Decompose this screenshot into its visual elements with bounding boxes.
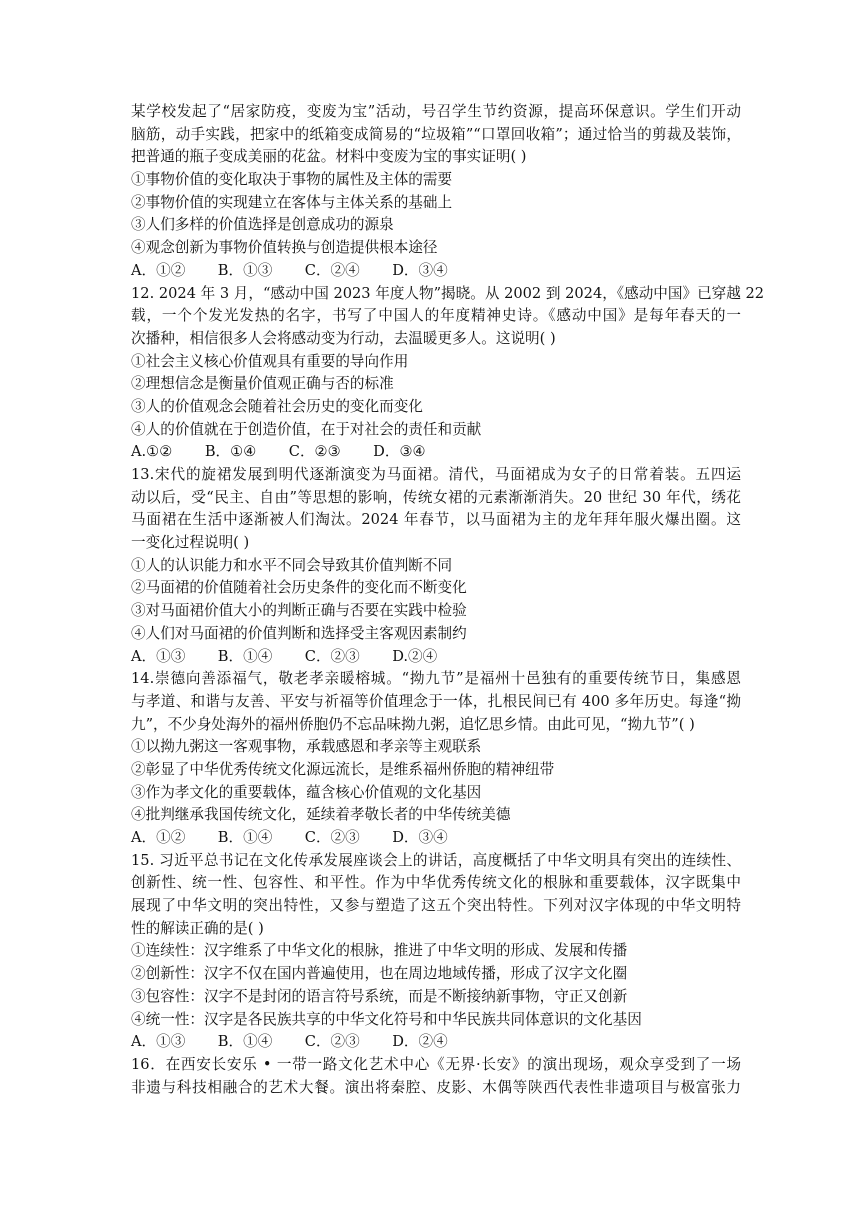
- answer-choices: A．①③ B．①④ C．②③ D.②④: [131, 647, 438, 665]
- option-line: ②创新性：汉字不仅在国内普遍使用，也在周边地域传播，形成了汉字文化圈: [131, 965, 628, 983]
- answer-choices: A．①② B．①④ C．②③ D．③④: [131, 829, 448, 846]
- option-line: ④统一性：汉字是各民族共享的中华文化符号和中华民族共同体意识的文化基因: [131, 1010, 642, 1028]
- question-12: [131, 283, 765, 465]
- option-line: ②理想信念是衡量价值观正确与否的标准: [131, 375, 394, 393]
- exam-page: [131, 101, 765, 1099]
- question-stem-line: 一变化过程说明( ): [131, 534, 250, 552]
- question-stem-line: 动以后，受“民主、自由”等思想的影响，传统女裙的元素渐渐消失。20 世纪 30 年代，绣花: [131, 488, 741, 506]
- question-stem-line: 14.崇德向善添福气，敬老孝亲暖榕城。“拗九节”是福州十邑独有的重要传统节日，集感恩: [131, 670, 741, 688]
- option-line: ②彰显了中华优秀传统文化源远流长，是维系福州侨胞的精神纽带: [131, 760, 555, 778]
- question-stem-line: 13.宋代的旋裙发展到明代逐渐演变为马面裙。清代，马面裙成为女子的日常着装。五四运: [131, 466, 741, 483]
- question-stem-line: 16．在西安长安乐 • 一带一路文化艺术中心《无界·长安》的演出现场，观众享受到了一场: [131, 1055, 741, 1073]
- option-line: ①连续性：汉字维系了中华文化的根脉，推进了中华文明的形成、发展和传播: [131, 942, 628, 960]
- question-stem-line: 把普通的瓶子变成美丽的花盆。材料中变废为宝的事实证明( ): [131, 148, 527, 166]
- question-stem-line: 创新性、统一性、包容性、和平性。作为中华优秀传统文化的根脉和重要载体，汉字既集中: [131, 874, 741, 892]
- option-line: ④观念创新为事物价值转换与创造提供根本途径: [131, 239, 438, 257]
- option-line: ④人们对马面裙的价值判断和选择受主客观因素制约: [131, 624, 467, 642]
- question-stem-line: 展现了中华文明的突出特性，又参与塑造了这五个突出特性。下列对汉字体现的中华文明特: [131, 897, 741, 915]
- question-stem-line: 九”，不少身处海外的福州侨胞仍不忘品味拗九粥，追忆思乡情。由此可见，“拗九节”( ): [131, 715, 695, 733]
- option-line: ③人的价值观念会随着社会历史的变化而变化: [131, 397, 423, 415]
- option-line: ②事物价值的实现建立在客体与主体关系的基础上: [131, 193, 453, 211]
- question-14: [131, 668, 741, 850]
- question-stem-line: 15. 习近平总书记在文化传承发展座谈会上的讲话，高度概括了中华文明具有突出的连续性、: [131, 851, 741, 869]
- question-stem-line: 与孝道、和谐与友善、平安与祈福等价值理念于一体，扎根民间已有 400 多年历史。每逢“拗: [131, 692, 741, 710]
- option-line: ③人们多样的价值选择是创意成功的源泉: [131, 216, 394, 234]
- question-stem-line: 非遗与科技相融合的艺术大餐。演出将秦腔、皮影、木偶等陕西代表性非遗项目与极富张力: [131, 1078, 741, 1096]
- option-line: ①以拗九粥这一客观事物，承载感恩和孝亲等主观联系: [131, 738, 482, 756]
- question-stem-line: 某学校发起了“居家防疫，变废为宝”活动，号召学生节约资源，提高环保意识。学生们开动: [131, 103, 741, 120]
- option-line: ②马面裙的价值随着社会历史条件的变化而不断变化: [131, 579, 467, 597]
- answer-choices: A．①② B．①③ C．②④ D．③④: [131, 261, 448, 279]
- question-stem-line: 性的解读正确的是( ): [131, 919, 264, 937]
- option-line: ③对马面裙价值大小的判断正确与否要在实践中检验: [131, 602, 467, 620]
- question-stem-line: 次播种，相信很多人会将感动变为行动，去温暖更多人。这说明( ): [131, 329, 556, 347]
- question-16: [131, 1054, 741, 1099]
- question-11: [131, 101, 741, 283]
- option-line: ①事物价值的变化取决于事物的属性及主体的需要: [131, 171, 453, 189]
- question-13: [131, 464, 741, 668]
- option-line: ③包容性：汉字不是封闭的语言符号系统，而是不断接纳新事物，守正又创新: [131, 987, 628, 1005]
- option-line: ④人的价值就在于创造价值，在于对社会的责任和贡献: [131, 420, 482, 438]
- option-line: ①人的认识能力和水平不同会导致其价值判断不同: [131, 556, 453, 574]
- answer-choices: A．①③ B．①④ C．②③ D．②④: [131, 1033, 448, 1051]
- option-line: ①社会主义核心价值观具有重要的导向作用: [131, 352, 409, 370]
- question-stem-line: 12. 2024 年 3 月，“感动中国 2023 年度人物”揭晓。从 2002 到 2024，《感动中国》已穿越 22: [131, 284, 765, 302]
- option-line: ③作为孝文化的重要载体，蕴含核心价值观的文化基因: [131, 783, 482, 801]
- question-stem-line: 马面裙在生活中逐渐被人们淘汰。2024 年春节，以马面裙为主的龙年拜年服火爆出圈。这: [131, 511, 741, 529]
- question-stem-line: 载，一个个发光发热的名字，书写了中国人的年度精神史诗。《感动中国》是每年春天的一: [131, 307, 741, 325]
- answer-choices: A.①② B．①④ C．②③ D．③④: [131, 443, 426, 461]
- question-stem-line: 脑筋，动手实践，把家中的纸箱变成简易的“垃圾箱”“口罩回收箱”；通过恰当的剪裁及装饰，: [131, 125, 741, 143]
- question-15: [131, 850, 741, 1054]
- option-line: ④批判继承我国传统文化，延续着孝敬长者的中华传统美德: [131, 806, 511, 824]
